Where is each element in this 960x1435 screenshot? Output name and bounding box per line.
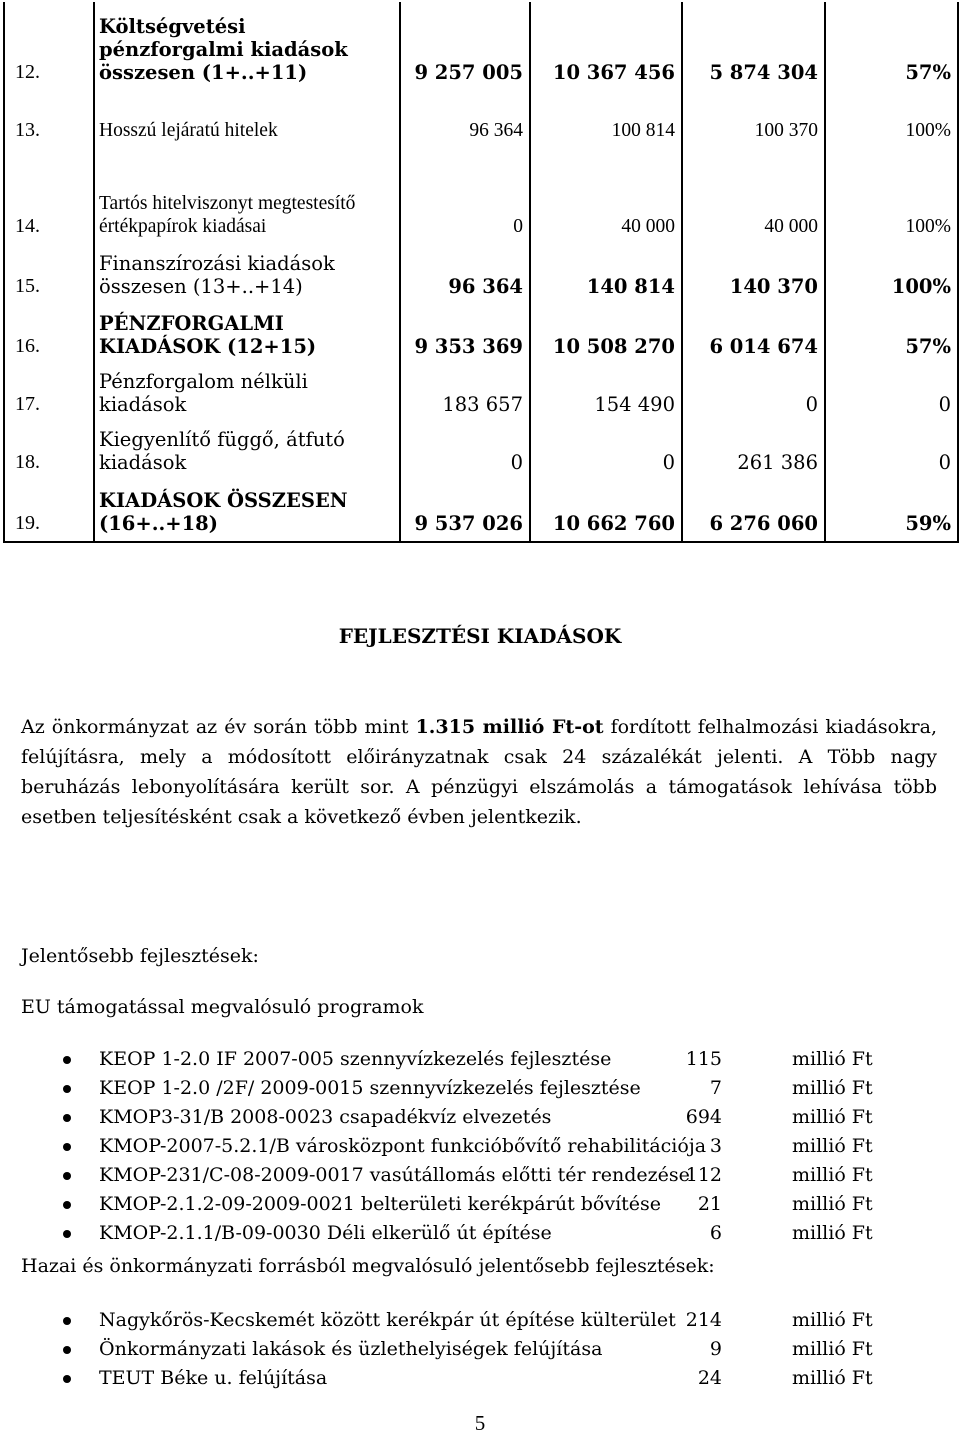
section-title: FEJLESZTÉSI KIADÁSOK — [338, 624, 622, 648]
table-row — [4, 364, 958, 422]
table-row — [4, 480, 958, 542]
summary-paragraph — [21, 712, 937, 832]
row-label: Finanszírozási kiadások összesen (13+..+14) — [94, 244, 400, 304]
row-value-3: 40 000 — [682, 148, 825, 244]
row-value-3: 6 014 674 — [682, 304, 825, 364]
project-unit: millió Ft — [792, 1164, 873, 1186]
project-unit: millió Ft — [792, 1338, 873, 1360]
project-name: KMOP-2.1.2-09-2009-0021 belterületi kerékpárút bővítése — [99, 1193, 662, 1215]
project-unit: millió Ft — [792, 1077, 873, 1099]
row-number: 15. — [4, 244, 94, 304]
list-item — [0, 1161, 900, 1190]
row-value-4: 57% — [825, 2, 958, 90]
row-value-4: 100% — [825, 148, 958, 244]
table-row — [4, 2, 958, 90]
bullet-icon — [63, 1201, 71, 1209]
page-number: 5 — [474, 1411, 486, 1435]
row-value-1: 0 — [400, 148, 530, 244]
project-unit: millió Ft — [792, 1367, 873, 1389]
project-name: KEOP 1-2.0 IF 2007-005 szennyvízkezelés fejlesztése — [99, 1048, 612, 1070]
project-name: Nagykőrös-Kecskemét között kerékpár út építése külterület — [99, 1309, 676, 1331]
table-row — [4, 304, 958, 364]
row-value-2: 10 662 760 — [530, 480, 682, 542]
row-value-2: 40 000 — [530, 148, 682, 244]
project-amount: 21 — [697, 1193, 722, 1215]
project-unit: millió Ft — [792, 1048, 873, 1070]
bullet-icon — [63, 1317, 71, 1325]
row-value-1: 0 — [400, 422, 530, 480]
bullet-icon — [63, 1056, 71, 1064]
row-number: 19. — [4, 480, 94, 542]
row-value-4: 100% — [825, 244, 958, 304]
row-value-1: 9 353 369 — [400, 304, 530, 364]
row-value-2: 10 367 456 — [530, 2, 682, 90]
row-value-4: 100% — [825, 90, 958, 148]
row-value-2: 10 508 270 — [530, 304, 682, 364]
row-number: 17. — [4, 364, 94, 422]
row-number: 12. — [4, 2, 94, 90]
project-amount: 112 — [685, 1164, 722, 1186]
row-value-1: 96 364 — [400, 244, 530, 304]
eu-programs-title: EU támogatással megvalósuló programok — [21, 996, 424, 1018]
list-item — [0, 1219, 900, 1248]
paragraph-text-2: fordított felhalmozási kiadásokra, felújításra, mely a módosított előirányzatnak csak 24 százalékát jelenti. A Több nagy beruházás lebonyolítására került sor. A pénzügyi elszámolás a támogatások lehívása több esetben teljesítésként csak a következő évben jelentkezik. — [21, 716, 937, 828]
row-value-4: 59% — [825, 480, 958, 542]
project-amount: 3 — [709, 1135, 722, 1157]
list-item — [0, 1335, 900, 1364]
row-value-3: 261 386 — [682, 422, 825, 480]
row-value-1: 9 257 005 — [400, 2, 530, 90]
row-value-4: 57% — [825, 304, 958, 364]
bullet-icon — [63, 1172, 71, 1180]
project-unit: millió Ft — [792, 1106, 873, 1128]
row-label: Kiegyenlítő függő, átfutó kiadások — [94, 422, 400, 480]
table-row — [4, 422, 958, 480]
bullet-icon — [63, 1346, 71, 1354]
project-amount: 9 — [709, 1338, 722, 1360]
table-row — [4, 90, 958, 148]
list-item — [0, 1364, 900, 1393]
project-name: KMOP-2007-5.2.1/B városközpont funkcióbővítő rehabilitációja — [99, 1135, 707, 1157]
bullet-icon — [63, 1114, 71, 1122]
hazai-projects-list — [0, 1306, 900, 1393]
list-item — [0, 1074, 900, 1103]
bullet-icon — [63, 1143, 71, 1151]
project-amount: 115 — [685, 1048, 722, 1070]
row-value-4: 0 — [825, 422, 958, 480]
row-label: Pénzforgalom nélküli kiadások — [94, 364, 400, 422]
row-value-1: 9 537 026 — [400, 480, 530, 542]
eu-projects-list — [0, 1045, 900, 1248]
row-label: KIADÁSOK ÖSSZESEN (16+..+18) — [94, 480, 400, 542]
paragraph-highlight: 1.315 millió Ft-ot — [415, 716, 604, 738]
row-number: 14. — [4, 148, 94, 244]
project-unit: millió Ft — [792, 1309, 873, 1331]
project-unit: millió Ft — [792, 1222, 873, 1244]
project-amount: 214 — [685, 1309, 722, 1331]
row-value-2: 0 — [530, 422, 682, 480]
list-item — [0, 1132, 900, 1161]
jelentosebb-title: Jelentősebb fejlesztések: — [21, 945, 259, 967]
row-label: Hosszú lejáratú hitelek — [94, 90, 400, 148]
list-item — [0, 1190, 900, 1219]
row-value-3: 0 — [682, 364, 825, 422]
list-item — [0, 1045, 900, 1074]
project-amount: 694 — [685, 1106, 722, 1128]
row-value-3: 140 370 — [682, 244, 825, 304]
row-label: Költségvetési pénzforgalmi kiadások összesen (1+..+11) — [94, 2, 400, 90]
row-label: Tartós hitelviszonyt megtestesítő értékpapírok kiadásai — [94, 148, 400, 244]
row-value-1: 96 364 — [400, 90, 530, 148]
row-value-2: 100 814 — [530, 90, 682, 148]
row-number: 18. — [4, 422, 94, 480]
row-number: 13. — [4, 90, 94, 148]
expenditure-table — [3, 2, 959, 543]
project-amount: 6 — [709, 1222, 722, 1244]
row-value-1: 183 657 — [400, 364, 530, 422]
row-value-3: 100 370 — [682, 90, 825, 148]
list-item — [0, 1103, 900, 1132]
row-value-2: 154 490 — [530, 364, 682, 422]
project-name: Önkormányzati lakások és üzlethelyiségek felújítása — [99, 1338, 603, 1360]
project-unit: millió Ft — [792, 1135, 873, 1157]
list-item — [0, 1306, 900, 1335]
row-value-3: 6 276 060 — [682, 480, 825, 542]
project-unit: millió Ft — [792, 1193, 873, 1215]
project-name: KEOP 1-2.0 /2F/ 2009-0015 szennyvízkezelés fejlesztése — [99, 1077, 641, 1099]
table-row — [4, 148, 958, 244]
bullet-icon — [63, 1085, 71, 1093]
hazai-title: Hazai és önkormányzati forrásból megvalósuló jelentősebb fejlesztések: — [21, 1255, 715, 1277]
row-value-4: 0 — [825, 364, 958, 422]
project-name: KMOP-231/C-08-2009-0017 vasútállomás előtti tér rendezése — [99, 1164, 690, 1186]
row-value-2: 140 814 — [530, 244, 682, 304]
row-number: 16. — [4, 304, 94, 364]
paragraph-text-1: Az önkormányzat az év során több mint — [21, 716, 416, 738]
project-name: KMOP3-31/B 2008-0023 csapadékvíz elvezetés — [99, 1106, 552, 1128]
bullet-icon — [63, 1230, 71, 1238]
row-label: PÉNZFORGALMI KIADÁSOK (12+15) — [94, 304, 400, 364]
project-amount: 7 — [709, 1077, 722, 1099]
table-row — [4, 244, 958, 304]
project-name: KMOP-2.1.1/B-09-0030 Déli elkerülő út építése — [99, 1222, 552, 1244]
bullet-icon — [63, 1375, 71, 1383]
project-name: TEUT Béke u. felújítása — [99, 1367, 328, 1389]
row-value-3: 5 874 304 — [682, 2, 825, 90]
project-amount: 24 — [697, 1367, 722, 1389]
